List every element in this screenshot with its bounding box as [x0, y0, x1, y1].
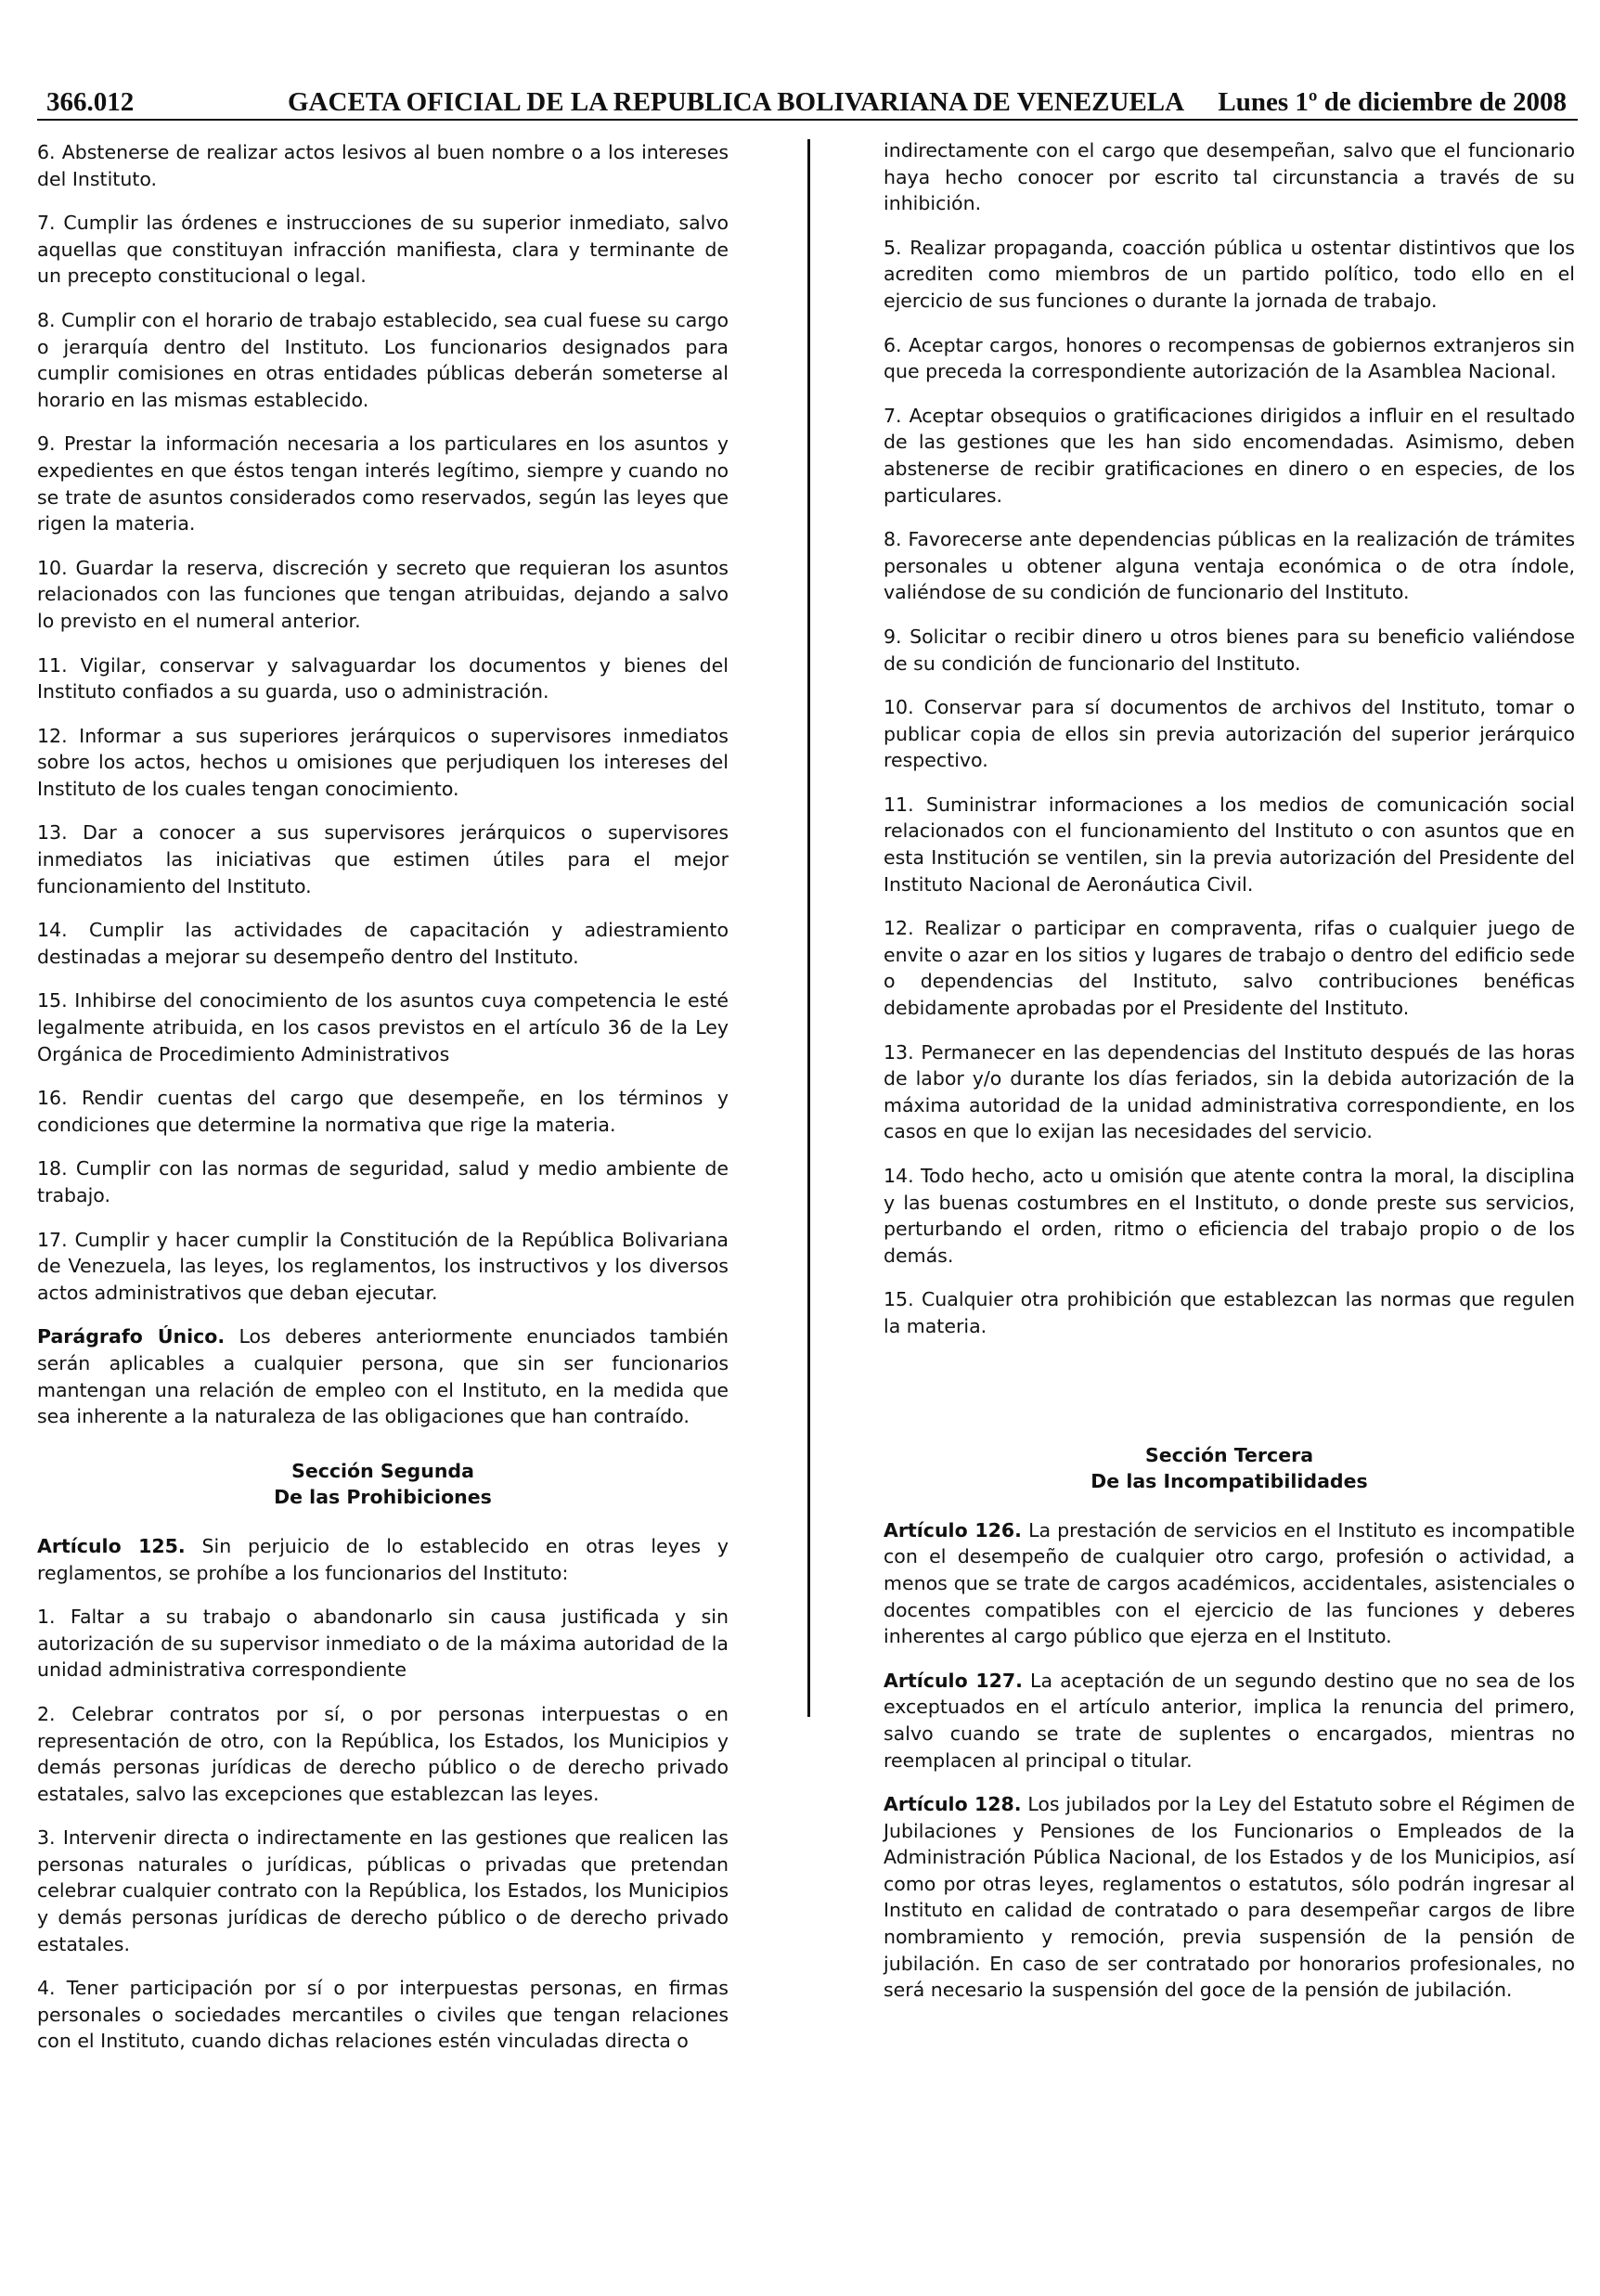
article-text: La prestación de servicios en el Instituto es incompatible con el desempeño de cualquier otro cargo, profesión o actividad, a menos que se trate de cargos académicos, accidentales, asistenciales o docentes compatibles con el ejercicio de las funciones y deberes inherentes al cargo público que ejerza en el Instituto.	[884, 1518, 1576, 1648]
paragrafo-lead: Parágrafo Único.	[37, 1325, 226, 1348]
right-column	[884, 137, 1575, 2021]
duty-item: 6. Abstenerse de realizar actos lesivos al buen nombre o a los intereses del Instituto.	[37, 141, 729, 190]
page-number: 366.012	[46, 87, 135, 117]
article-127	[884, 1668, 1575, 1774]
section-heading-segunda	[37, 1458, 729, 1511]
page-header	[37, 84, 1578, 121]
duty-item: 13. Dar a conocer a sus supervisores jerárquicos o supervisores inmediatos las iniciativas que estimen útiles para el mejor funcionamiento del Instituto.	[37, 821, 729, 897]
prohibition-item: 10. Conservar para sí documentos de archivos del Instituto, tomar o publicar copia de ellos sin previa autorización del superior jerárquico respectivo.	[884, 696, 1575, 772]
duty-item: 18. Cumplir con las normas de seguridad, salud y medio ambiente de trabajo.	[37, 1157, 729, 1206]
duty-item: 9. Prestar la información necesaria a los particulares en los asuntos y expedientes en que éstos tengan interés legítimo, siempre y cuando no se trate de asuntos considerados como reservados, según las leyes que rigen la materia.	[37, 432, 729, 535]
prohibition-item: 15. Cualquier otra prohibición que establezcan las normas que regulen la materia.	[884, 1288, 1575, 1337]
prohibition-item: 5. Realizar propaganda, coacción pública u ostentar distintivos que los acrediten como miembros de un partido político, todo ello en el ejercicio de sus funciones o durante la jornada de trabajo.	[884, 236, 1575, 312]
duty-item: 16. Rendir cuentas del cargo que desempeñe, en los términos y condiciones que determine la normativa que rige la materia.	[37, 1087, 729, 1136]
column-divider	[807, 139, 810, 1717]
paragrafo-unico	[37, 1323, 729, 1429]
article-lead: Artículo 126.	[884, 1518, 1022, 1541]
section-title: Sección Tercera	[1144, 1443, 1314, 1466]
duty-item: 15. Inhibirse del conocimiento de los asuntos cuya competencia le esté legalmente atribuida, en los casos previstos en el artículo 36 de la Ley Orgánica de Procedimiento Administrativos	[37, 989, 729, 1065]
section-subtitle: De las Incompatibilidades	[1090, 1470, 1368, 1493]
prohibition-item: 2. Celebrar contratos por sí, o por personas interpuestas o en representación de otro, con la República, los Estados, los Municipios y demás personas jurídicas de derecho público o de derecho privado estatales, salvo las excepciones que establezcan las leyes.	[37, 1702, 729, 1805]
article-text: La aceptación de un segundo destino que no sea de los exceptuados en el artículo anterior, implica la renuncia del primero, salvo cuando se trate de suplentes o encargados, mientras no reemplacen al principal o titular.	[884, 1669, 1576, 1772]
prohibition-item: 8. Favorecerse ante dependencias públicas en la realización de trámites personales u obtener alguna ventaja económica o de otra índole, valiéndose de su condición de funcionario del Instituto.	[884, 528, 1575, 604]
prohibition-item: 11. Suministrar informaciones a los medios de comunicación social relacionados con el funcionamiento del Instituto o con asuntos que en esta Institución se ventilen, sin la previa autorización del Presidente del Instituto Nacional de Aeronáutica Civil.	[884, 793, 1575, 896]
publication-title: GACETA OFICIAL DE LA REPUBLICA BOLIVARIANA DE VENEZUELA	[288, 87, 1185, 117]
duty-item: 8. Cumplir con el horario de trabajo establecido, sea cual fuese su cargo o jerarquía dentro del Instituto. Los funcionarios designados para cumplir comisiones en otras entidades públicas deberán someterse al horario en las mismas establecido.	[37, 308, 729, 411]
prohibition-item: 6. Aceptar cargos, honores o recompensas de gobiernos extranjeros sin que preceda la correspondiente autorización de la Asamblea Nacional.	[884, 333, 1575, 383]
article-text: Sin perjuicio de lo establecido en otras leyes y reglamentos, se prohíbe a los funcionarios del Instituto:	[37, 1534, 729, 1584]
duty-item: 12. Informar a sus superiores jerárquicos o supervisores inmediatos sobre los actos, hechos u omisiones que perjudiquen los intereses del Instituto de los cuales tengan conocimiento.	[37, 724, 729, 800]
duty-item: 7. Cumplir las órdenes e instrucciones de su superior inmediato, salvo aquellas que constituyan infracción manifiesta, clara y terminante de un precepto constitucional o legal.	[37, 212, 729, 288]
article-lead: Artículo 125.	[37, 1534, 186, 1557]
section-heading-tercera	[884, 1442, 1575, 1495]
publication-date: Lunes 1º de diciembre de 2008	[1218, 87, 1567, 117]
left-column	[37, 139, 729, 2072]
prohibition-item: 1. Faltar a su trabajo o abandonarlo sin causa justificada y sin autorización de su supervisor inmediato o de la máxima autoridad de la unidad administrativa correspondiente	[37, 1606, 729, 1682]
duty-item: 14. Cumplir las actividades de capacitación y adiestramiento destinadas a mejorar su desempeño dentro del Instituto.	[37, 919, 729, 968]
article-126	[884, 1517, 1575, 1650]
prohibition-item: 9. Solicitar o recibir dinero u otros bienes para su beneficio valiéndose de su condición de funcionario del Instituto.	[884, 625, 1575, 675]
article-lead: Artículo 128.	[884, 1793, 1022, 1816]
prohibition-item: 12. Realizar o participar en compraventa, rifas o cualquier juego de envite o azar en los sitios y lugares de trabajo o dentro del edificio sede o dependencias del Instituto, salvo contribuciones benéficas debidamente aprobadas por el Presidente del Instituto.	[884, 917, 1575, 1020]
prohibition-item: 13. Permanecer en las dependencias del Instituto después de las horas de labor y/o durante los días feriados, sin la debida autorización de la máxima autoridad de la unidad administrativa correspondiente, en los casos en que lo exijan las necesidades del servicio.	[884, 1040, 1575, 1143]
section-subtitle: De las Prohibiciones	[274, 1486, 492, 1509]
duty-item: 11. Vigilar, conservar y salvaguardar los documentos y bienes del Instituto confiados a su guarda, uso o administración.	[37, 653, 729, 703]
duty-item: 17. Cumplir y hacer cumplir la Constitución de la República Bolivariana de Venezuela, las leyes, los reglamentos, los instructivos y los diversos actos administrativos que deban ejecutar.	[37, 1228, 729, 1304]
prohibition-item: 7. Aceptar obsequios o gratificaciones dirigidos a influir en el resultado de las gestiones que les han sido encomendadas. Asimismo, deben abstenerse de recibir gratificaciones en dinero o en especies, de los particulares.	[884, 404, 1575, 507]
article-lead: Artículo 127.	[884, 1669, 1023, 1692]
section-title: Sección Segunda	[291, 1459, 474, 1482]
prohibition-item: indirectamente con el cargo que desempeñan, salvo que el funcionario haya hecho conocer por escrito tal circunstancia a través de su inhibición.	[884, 139, 1575, 215]
article-125	[37, 1533, 729, 1586]
prohibition-item: 4. Tener participación por sí o por interpuestas personas, en firmas personales o sociedades mercantiles o civiles que tengan relaciones con el Instituto, cuando dichas relaciones estén vinculadas directa o	[37, 1977, 729, 2053]
article-128	[884, 1791, 1575, 2004]
paragrafo-text: Los deberes anteriormente enunciados también serán aplicables a cualquier persona, que sin ser funcionarios mantengan una relación de empleo con el Instituto, en la medida que sea inherente a la naturaleza de las obligaciones que han contraído.	[37, 1325, 729, 1428]
prohibition-item: 14. Todo hecho, acto u omisión que atente contra la moral, la disciplina y las buenas costumbres en el Instituto, o donde preste sus servicios, perturbando el orden, ritmo o eficiencia del trabajo propio o de los demás.	[884, 1165, 1575, 1267]
prohibition-item: 3. Intervenir directa o indirectamente en las gestiones que realicen las personas naturales o jurídicas, públicas o privadas que pretendan celebrar cualquier contrato con la República, los Estados, los Municipios y demás personas jurídicas de derecho público o de derecho privado estatales.	[37, 1826, 729, 1955]
article-text: Los jubilados por la Ley del Estatuto sobre el Régimen de Jubilaciones y Pensiones de los Funcionarios o Empleados de la Administración Pública Nacional, de los Estados y de los Municipios, así como por otras leyes, reglamentos o estatutos, sólo podrán ingresar al Instituto en calidad de contratado o para desempeñar cargos de libre nombramiento y remoción, previa suspensión de la pensión de jubilación. En caso de ser contratado por honorarios profesionales, no será necesario la suspensión del goce de la pensión de jubilación.	[884, 1793, 1575, 2002]
duty-item: 10. Guardar la reserva, discreción y secreto que requieran los asuntos relacionados con las funciones que tengan atribuidas, dejando a salvo lo previsto en el numeral anterior.	[37, 556, 729, 632]
